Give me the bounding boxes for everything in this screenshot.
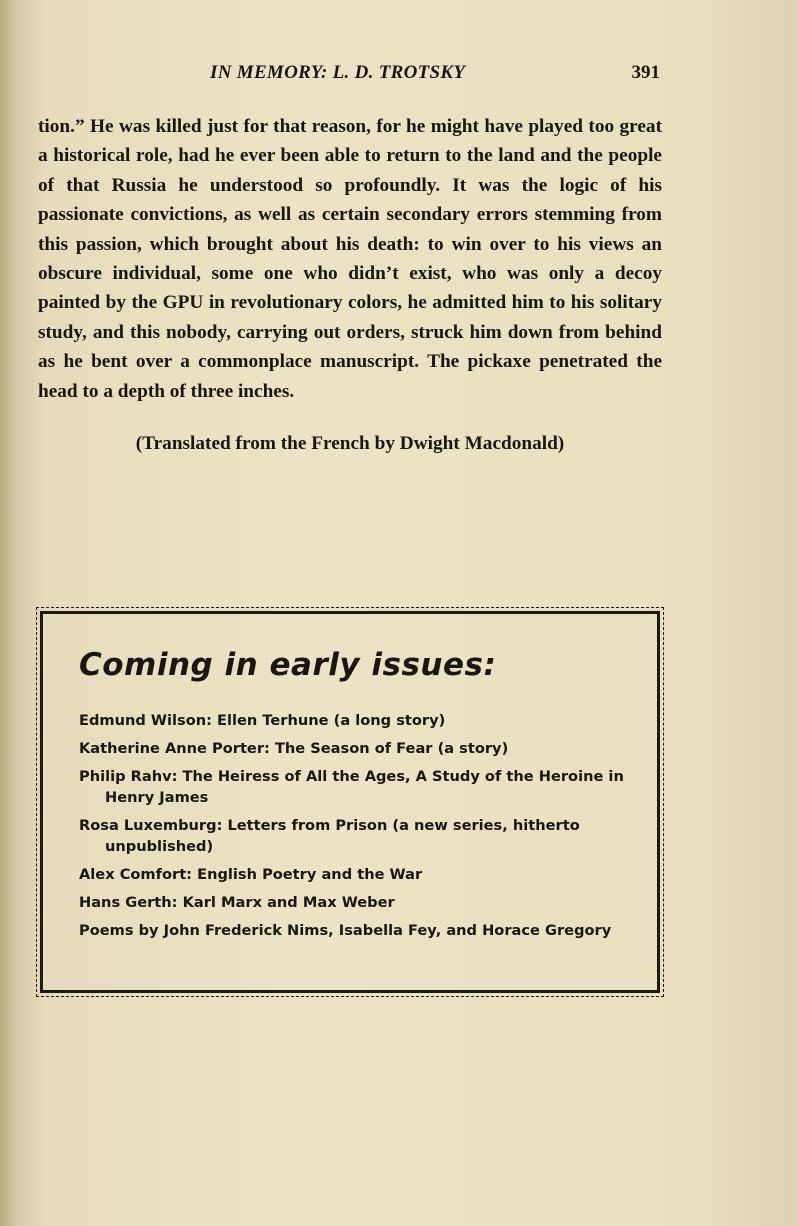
page-header	[38, 62, 660, 88]
coming-issues-box	[40, 611, 660, 993]
article-closing-paragraph: tion.” He was killed just for that reason, for he might have played too great a historical role, had he ever been able to return to the land and the people of that Russia he understood so profoundly. It was the logic of his passionate convictions, as well as certain secondary errors stemming from this passion, which brought about his death: to win over to his views an obscure individual, some one who didn’t exist, who was only a decoy painted by the GPU in revolutionary colors, he admitted him to his solitary study, and this nobody, carrying out orders, struck him down from behind as he bent over a commonplace manuscript. The pickaxe penetrated the head to a depth of three inches.	[38, 116, 662, 402]
list-item: Hans Gerth: Karl Marx and Max Weber	[79, 894, 395, 911]
list-item: Alex Comfort: English Poetry and the War	[79, 866, 423, 883]
list-item: Philip Rahv: The Heiress of All the Ages, A Study of the Heroine in Henry James	[79, 768, 624, 806]
coming-issues-title: Coming in early issues:	[79, 647, 497, 683]
list-item: Rosa Luxemburg: Letters from Prison (a new series, hitherto unpublished)	[79, 817, 580, 855]
list-item: Poems by John Frederick Nims, Isabella Fey, and Horace Gregory	[79, 922, 612, 939]
list-item: Edmund Wilson: Ellen Terhune (a long story)	[79, 712, 446, 729]
page-number: 391	[631, 62, 660, 83]
running-head: IN MEMORY: L. D. TROTSKY	[210, 62, 466, 83]
list-item: Katherine Anne Porter: The Season of Fear (a story)	[79, 740, 509, 757]
translation-credit: (Translated from the French by Dwight Macdonald)	[135, 433, 565, 454]
coming-issues-list	[79, 710, 639, 948]
